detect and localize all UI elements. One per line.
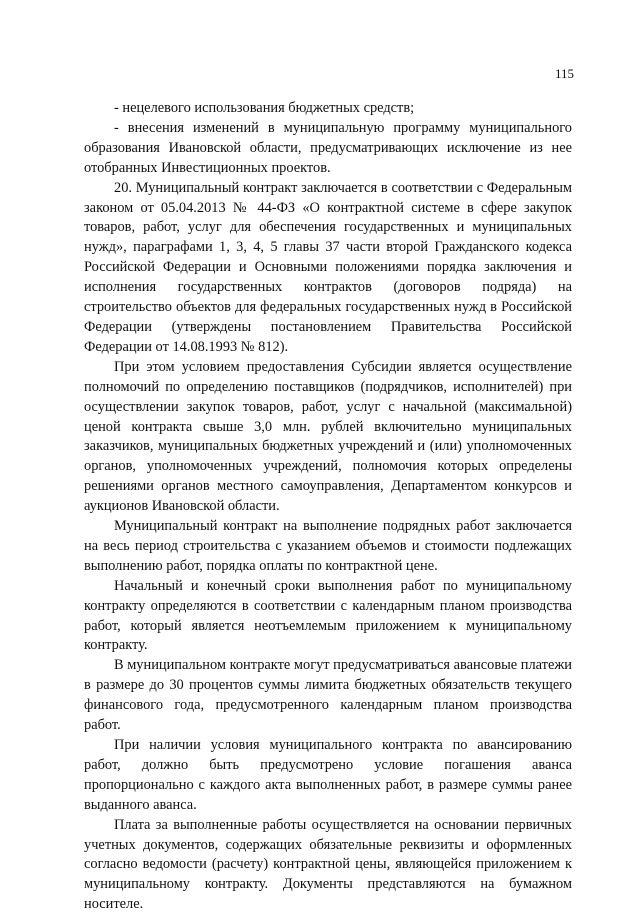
document-body	[84, 99, 572, 915]
page-number: 115	[554, 66, 574, 81]
paragraph-clause-20: 20. Муниципальный контракт заключается в соответствии с Федеральным законом от 05.04.2013 № 44-ФЗ «О контрактной системе в сфере закупок товаров, работ, услуг для обеспечения государственных и муниципальных нужд», параграфами 1, 3, 4, 5 главы 37 части второй Гражданского кодекса Российской Федерации и Основными положениями порядка заключения и исполнения государственных контрактов (договоров подряда) на строительство объектов для федеральных государственных нужд в Российской Федерации (утверждены постановлением Правительства Российской Федерации от 14.08.1993 № 812).	[84, 179, 572, 355]
paragraph-subsidy-condition: При этом условием предоставления Субсидии является осуществление полномочий по определению поставщиков (подрядчиков, исполнителей) при осуществлении закупок товаров, работ, услуг с начальной (максимальной) ценой контракта свыше 3,0 млн. рублей включительно муниципальных заказчиков, муниципальных бюджетных учреждений и (или) уполномоченных органов, уполномоченных учреждений, полномочия которых определены решениями органов местного самоуправления, Департаментом конкурсов и аукционов Ивановской области.	[84, 358, 572, 515]
paragraph-work-deadlines: Начальный и конечный сроки выполнения работ по муниципальному контракту определяются в соответствии с календарным планом производства работ, который является неотъемлемым приложением к муниципальному контракту.	[84, 577, 572, 654]
paragraph-payment-documents: Плата за выполненные работы осуществляется на основании первичных учетных документов, содержащих обязательные реквизиты и оформленных согласно ведомости (расчету) контрактной цены, являющейся приложением к муниципальному контракту. Документы представляются на бумажном носителе.	[84, 816, 572, 913]
paragraph-advance-payments: В муниципальном контракте могут предусматриваться авансовые платежи в размере до 30 процентов суммы лимита бюджетных обязательств текущего финансового года, предусмотренного календарным планом производства работ.	[84, 657, 572, 734]
paragraph-program-changes: - внесения изменений в муниципальную программу муниципального образования Ивановской области, предусматривающих исключение из нее отобранных Инвестиционных проектов.	[84, 119, 572, 176]
paragraph-misuse-of-funds: - нецелевого использования бюджетных средств;	[114, 100, 415, 116]
paragraph-advance-repayment: При наличии условия муниципального контракта по авансированию работ, должно быть предусмотрено условие погашения аванса пропорционально с каждого акта выполненных работ, в размере суммы ранее выданного аванса.	[84, 737, 572, 813]
paragraph-contract-scope: Муниципальный контракт на выполнение подрядных работ заключается на весь период строительства с указанием объемов и стоимости подлежащих выполнению работ, порядка оплаты по контрактной цене.	[84, 518, 572, 574]
